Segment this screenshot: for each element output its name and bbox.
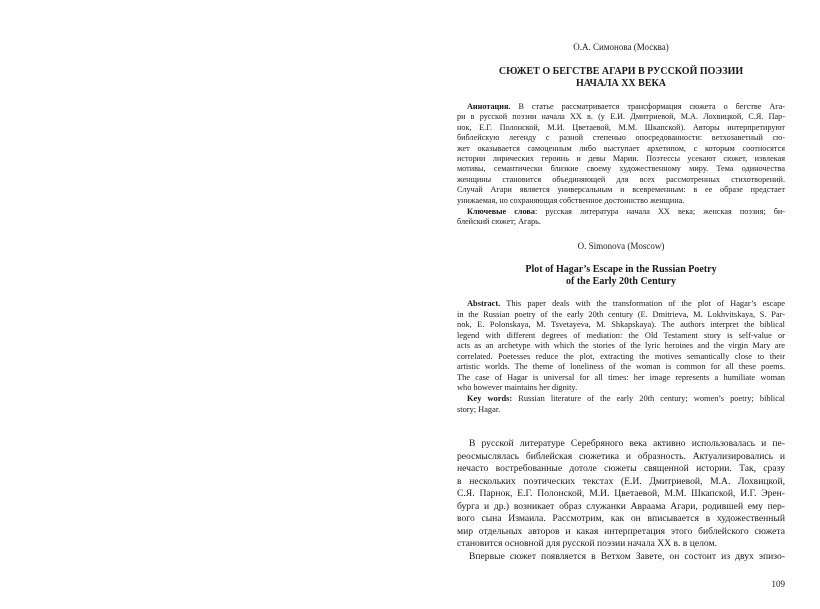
en-abstract-line: The case of Hagar is universal for all times: her image represents a humiliate woman [457, 372, 785, 382]
en-title-line-2: of the Early 20th Century [566, 276, 676, 287]
en-title-line-1: Plot of Hagar’s Escape in the Russian Poetry [525, 264, 717, 275]
body-line: в нескольких поэтических текстах (Е.И. Дмитриевой, М.А. Лохвицкой, [457, 475, 785, 487]
ru-abstract-line: унижаемая, но сохраняющая собственное достоинство женщина. [457, 195, 685, 205]
ru-abstract-line: нок, Е.Г. Полонской, М.И. Цветаевой, М.М. Шкапской). Авторы интерпретируют [457, 122, 785, 132]
en-keywords-line: story; Hagar. [457, 404, 501, 414]
body-line: мир отдельных авторов и какая интерпретация этого библейского сюжета [457, 525, 785, 537]
ru-abstract-line: истории лирических героинь и девы Марии. Поэтессы усекают сюжет, извлекая [457, 154, 785, 163]
ru-abstract-line: ри в русской поэзии начала XX в. (у Е.И. Дмитриевой, М.А. Лохвицкой, С.Я. Пар- [457, 112, 785, 122]
ru-title-line-1: СЮЖЕТ О БЕГСТВЕ АГАРИ В РУССКОЙ ПОЭЗИИ [498, 66, 744, 77]
body-line: бурга и др.) возникает образ служанки Авраама Агари, родившей ему пер- [457, 500, 785, 512]
ru-abstract-label: Аннотация. [467, 102, 511, 111]
en-abstract-line: who however maintains her dignity. [457, 383, 578, 392]
ru-author: О.А. Симонова (Москва) [573, 42, 669, 52]
en-keywords-label: Key words: [467, 394, 513, 403]
ru-title-line-2: НАЧАЛА XX ВЕКА [576, 78, 666, 89]
body-line: вого сына Измаила. Рассмотрим, как он вписывается в художественный [457, 513, 785, 524]
ru-abstract-line: Случай Агари является универсальным и всевременным: в ее образе предстает [457, 185, 785, 195]
ru-keywords-line: блейский сюжет; Агарь. [457, 217, 541, 227]
ru-abstract-line: библейскую легенду с разной степенью опосредованности: ветхозаветный сю- [457, 133, 785, 143]
body-line: В русской литературе Серебряного века активно использовалась и пе- [469, 438, 785, 449]
en-abstract-line: artistic worlds. The theme of loneliness of the woman is common for all these poems. [457, 362, 785, 371]
body-line: нечасто востребованные дотоле сюжеты священной истории. Так, сразу [457, 463, 785, 474]
en-abstract-line: Abstract. This paper deals with the transformation of the plot of Hagar’s escape [467, 299, 785, 308]
ru-abstract-line: женщины становится объединяющей для всех рассмотренных стихотворений. [457, 174, 785, 184]
body-line: становится основной для русской поэзии начала XX в. в целом. [457, 538, 718, 549]
body-line: реосмыслялась библейская сюжетика и образность. Актуализировались и [457, 450, 785, 462]
en-abstract-line: correlated. Poetesses reduce the plot, extracting the motives semantically close to their [457, 351, 785, 361]
page-number: 109 [771, 579, 785, 589]
en-author: O. Simonova (Moscow) [577, 241, 665, 251]
ru-abstract-line: Аннотация. В статье рассматривается трансформация сюжета о бегстве Ага- [467, 102, 785, 111]
ru-abstract-line: жет оказывается самоценным либо выступает архетипом, с которым соотносятся [457, 143, 785, 153]
body-line: Впервые сюжет появляется в Ветхом Завете, он состоит из двух эпизо- [469, 550, 785, 562]
en-abstract-label: Abstract. [467, 299, 501, 308]
en-keywords-line: Key words: Russian literature of the early 20th century; women’s poetry; biblical [467, 394, 785, 403]
en-abstract-line: legend with different degrees of mediation: the Old Testament story is self-value or [457, 330, 785, 340]
ru-abstract-line: мотивы, семантически близкие своему художественному миру. Тема одиночества [457, 164, 785, 174]
body-line: С.Я. Парнок, Е.Г. Полонской, М.И. Цветаевой, М.М. Шкапской, И.Г. Эрен- [457, 488, 785, 499]
en-abstract-line: in the Russian poetry of the early 20th century (E. Dmitrieva, M. Lokhvitskaya, S. Par- [457, 309, 785, 319]
ru-keywords-label: Ключевые слова [467, 207, 535, 216]
en-abstract-line: nok, E. Polonskaya, M. Tsvetayeva, M. Shkapskaya). The authors interpret the biblical [457, 320, 785, 329]
ru-keywords-line: Ключевые слова: русская литература начала XX века; женская поэзия; би- [467, 207, 786, 216]
en-abstract-line: acts as an archetype with which the stories of the lyric heroines and the virgin Mary are [457, 341, 785, 350]
